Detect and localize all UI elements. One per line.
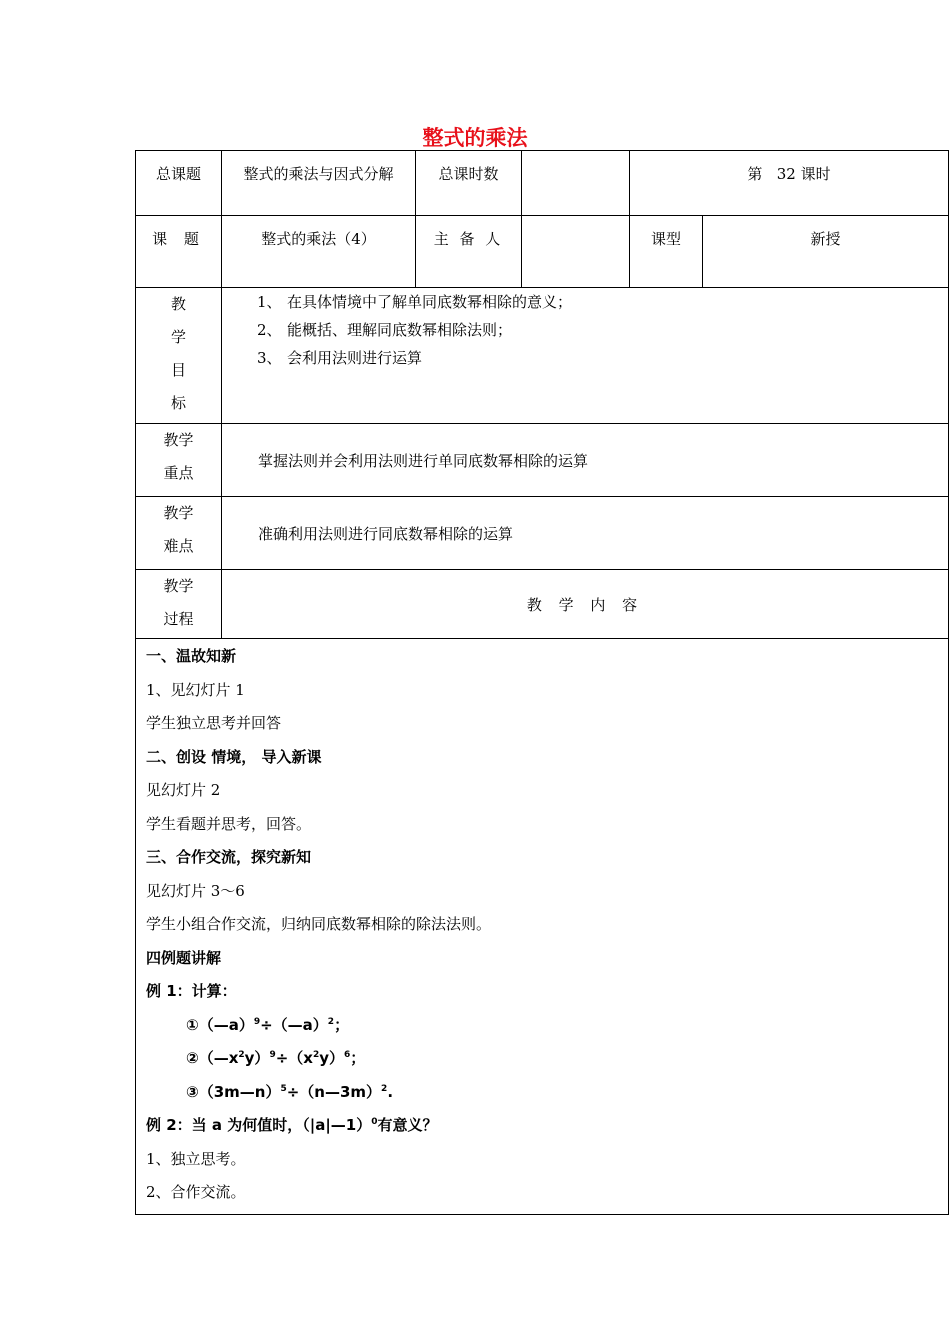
content-line: 2、合作交流。 [146, 1183, 246, 1201]
section-heading-2: 二、创设 情境， 导入新课 [146, 747, 322, 766]
key-point-row [136, 424, 949, 497]
difficulty-text: 准确利用法则进行同底数幂相除的运算 [222, 497, 949, 570]
content-line: 学生小组合作交流，归纳同底数幂相除的除法法则。 [146, 915, 492, 933]
difficulty-row [136, 497, 949, 570]
goals-list [222, 288, 949, 424]
value-course-topic: 整式的乘法与因式分解 [222, 151, 416, 216]
section-heading-1: 一、温故知新 [146, 647, 237, 665]
process-row [136, 570, 949, 639]
content-line: 见幻灯片 2 [146, 781, 221, 799]
section-heading-3: 三、合作交流，探究新知 [146, 848, 312, 866]
label-lead-preparer: 主 备 人 [416, 216, 522, 288]
period-number: 第 32 课时 [630, 151, 949, 216]
value-total-periods [522, 151, 630, 216]
label-lesson-topic: 课 题 [136, 216, 222, 288]
page-title: 整式的乘法 [422, 126, 528, 150]
header-row-2 [136, 216, 949, 288]
label-lesson-type: 课型 [630, 216, 703, 288]
example-2-heading: 例 2：当 a 为何值时，（|a|—1）$^0$有意义？ [146, 1116, 438, 1134]
value-lead-preparer [522, 216, 630, 288]
content-line: 1、独立思考。 [146, 1149, 246, 1168]
label-total-periods: 总课时数 [416, 151, 522, 216]
content-line: 见幻灯片 3～6 [146, 881, 245, 900]
value-lesson-type: 新授 [703, 216, 949, 288]
label-goals: 教 学 目 标 [136, 288, 222, 424]
content-row [136, 639, 949, 1215]
label-course-topic: 总课题 [136, 151, 222, 216]
content-line: 学生看题并思考，回答。 [146, 814, 312, 833]
lesson-plan-table [135, 150, 949, 1215]
goals-row [136, 288, 949, 424]
value-lesson-topic: 整式的乘法（4） [222, 216, 416, 288]
label-difficulty: 教学 难点 [136, 497, 222, 570]
label-process: 教学 过程 [136, 570, 222, 639]
example-1-heading: 例 1：计算： [146, 982, 237, 1000]
goal-item: 2、 能概括、理解同底数幂相除法则； [257, 321, 513, 339]
label-key-point: 教学 重点 [136, 424, 222, 497]
goal-item: 3、 会利用法则进行运算 [257, 349, 423, 367]
content-line: 1、见幻灯片 1 [146, 680, 245, 699]
key-point-text: 掌握法则并会利用法则进行单同底数幂相除的运算 [222, 424, 949, 497]
example-1-item-3: ③（3m—n）$^5$÷（n—3m）$^2$. [186, 1082, 394, 1101]
section-heading-4: 四例题讲解 [146, 948, 222, 967]
header-row-1 [136, 151, 949, 216]
goal-item: 1、 在具体情境中了解单同底数幂相除的意义； [257, 293, 573, 311]
content-heading: 教 学 内 容 [222, 570, 949, 639]
example-1-item-1: ①（—a）$^9$÷（—a）$^2$； [186, 1015, 350, 1034]
lesson-content [136, 639, 949, 1215]
example-1-item-2: $②(—x^2y)^9\div(x^2y)^6$； [186, 1049, 366, 1067]
content-line: 学生独立思考并回答 [146, 714, 282, 732]
